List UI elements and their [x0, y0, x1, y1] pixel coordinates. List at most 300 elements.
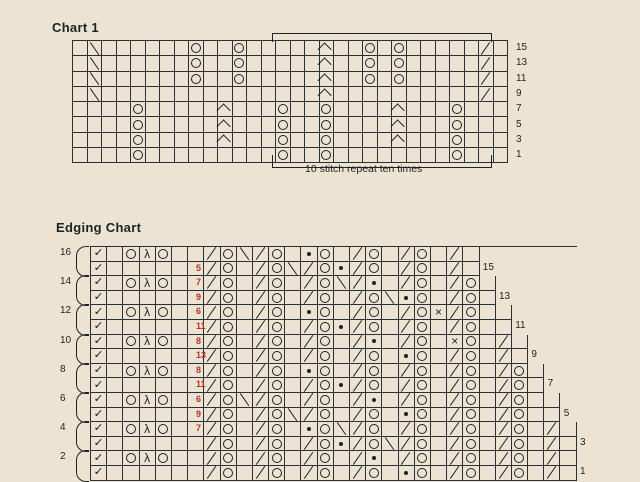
chart-cell-empty [276, 41, 291, 56]
chart-cell-slash [301, 408, 317, 423]
chart-cell-empty [88, 133, 103, 148]
chart-cell-slash [544, 422, 560, 437]
slash-icon [447, 437, 462, 451]
slash-icon [447, 364, 462, 378]
o-icon [366, 320, 381, 334]
slash-icon [479, 41, 493, 55]
chart-cell-o [463, 422, 479, 437]
chart-cell-slash [447, 378, 463, 393]
chart-cell-o [269, 451, 285, 466]
o-icon [463, 422, 478, 436]
o-icon [320, 102, 334, 116]
edging-chart-title: Edging Chart [56, 220, 142, 235]
slash-icon [204, 378, 219, 392]
o-icon [221, 247, 236, 261]
chart-cell-empty [431, 247, 447, 262]
chart-cell-slash [350, 291, 366, 306]
chart-cell-bslash [334, 422, 350, 437]
chart-cell-empty [285, 437, 301, 452]
chart-cell-slash [399, 320, 415, 335]
chart-cell-empty [480, 305, 496, 320]
chart-cell-v [91, 451, 107, 466]
chart-cell-o [221, 320, 237, 335]
chart-cell-lam [140, 451, 156, 466]
edging-red-number: 6 [196, 306, 202, 317]
chart-cell-empty [392, 87, 407, 102]
chart-cell-empty [528, 378, 544, 393]
o-icon [123, 247, 138, 261]
chart-cell-lam [140, 305, 156, 320]
o-icon [269, 262, 284, 276]
chart-cell-empty [247, 41, 262, 56]
chart-cell-dot [301, 305, 317, 320]
chart-cell-o [123, 393, 139, 408]
edging-red-number: 5 [196, 262, 202, 273]
chart-cell-bslash [88, 87, 103, 102]
chart-cell-empty [382, 276, 398, 291]
chart-cell-empty [436, 117, 451, 132]
chart-cell-empty [465, 117, 480, 132]
chart-cell-o [415, 349, 431, 364]
edging-left-row-number: 12 [60, 305, 72, 317]
chart-cell-empty [189, 102, 204, 117]
chart-cell-empty [189, 133, 204, 148]
chart-cell-slash [447, 466, 463, 481]
slash-icon [204, 451, 219, 465]
chart-cell-empty [334, 349, 350, 364]
o-icon [221, 335, 236, 349]
chart-cell-slash [301, 276, 317, 291]
chart-cell-o [269, 408, 285, 423]
chart-cell-up [320, 87, 335, 102]
chart-cell-empty [107, 291, 123, 306]
chart-cell-empty [102, 72, 117, 87]
chart-cell-empty [436, 72, 451, 87]
chart-cell-o [450, 133, 465, 148]
chart-cell-empty [285, 276, 301, 291]
slash-icon [204, 364, 219, 378]
chart-cell-empty [156, 408, 172, 423]
chart-cell-empty [276, 72, 291, 87]
chart-cell-lam [140, 276, 156, 291]
chart-cell-empty [107, 466, 123, 481]
chart-cell-slash [204, 422, 220, 437]
chart-cell-slash [496, 466, 512, 481]
chart-cell-empty [172, 422, 188, 437]
o-icon [269, 247, 284, 261]
chart-cell-empty [172, 378, 188, 393]
chart-cell-empty [349, 117, 364, 132]
chart-cell-empty [285, 305, 301, 320]
chart-cell-up [218, 133, 233, 148]
v-icon [91, 451, 106, 465]
chart-cell-empty [189, 117, 204, 132]
chart-cell-o [156, 393, 172, 408]
slash-icon [253, 291, 268, 305]
o-icon [463, 320, 478, 334]
chart-cell-o [221, 247, 237, 262]
slash-icon [204, 408, 219, 422]
chart-cell-slash [204, 393, 220, 408]
chart-cell-empty [480, 451, 496, 466]
chart-cell-empty [334, 364, 350, 379]
o-icon [221, 276, 236, 290]
chart-cell-o [463, 393, 479, 408]
edging-red-number: 9 [196, 408, 202, 419]
up-icon [392, 133, 406, 147]
dot-icon [334, 437, 349, 451]
chart-cell-o [221, 349, 237, 364]
chart-cell-empty [291, 102, 306, 117]
chart-cell-empty [334, 247, 350, 262]
chart-cell-o [318, 320, 334, 335]
o-icon [318, 247, 333, 261]
v-icon [91, 276, 106, 290]
slash-icon [479, 72, 493, 86]
o-icon [415, 247, 430, 261]
o-icon [512, 451, 527, 465]
chart-cell-empty [146, 87, 161, 102]
chart-cell-empty [431, 262, 447, 277]
o-icon [269, 305, 284, 319]
o-icon [221, 262, 236, 276]
slash-icon [253, 364, 268, 378]
bslash-icon [382, 291, 397, 305]
chart-cell-empty [494, 102, 509, 117]
chart-cell-empty [117, 72, 132, 87]
chart-cell-v [91, 349, 107, 364]
chart-cell-empty [204, 72, 219, 87]
chart-cell-empty [102, 41, 117, 56]
slash-icon [350, 291, 365, 305]
chart-cell-empty [156, 262, 172, 277]
edging-row-hook [76, 246, 89, 277]
chart-cell-empty [382, 247, 398, 262]
chart-cell-empty [172, 437, 188, 452]
chart-cell-empty [172, 349, 188, 364]
chart-cell-empty [237, 378, 253, 393]
chart-cell-slash [399, 305, 415, 320]
o-icon [318, 320, 333, 334]
chart-cell-empty [237, 349, 253, 364]
chart-cell-empty [305, 133, 320, 148]
slash-icon [447, 451, 462, 465]
slash-icon [496, 422, 511, 436]
chart1-row-number: 1 [516, 149, 522, 161]
chart-cell-empty [431, 276, 447, 291]
chart-cell-o [415, 393, 431, 408]
slash-icon [301, 408, 316, 422]
chart-cell-slash [479, 72, 494, 87]
chart-cell-slash [204, 378, 220, 393]
chart-cell-slash [350, 349, 366, 364]
o-icon [366, 262, 381, 276]
o-icon [450, 117, 464, 131]
slash-icon [253, 451, 268, 465]
chart-cell-o [463, 349, 479, 364]
o-icon [366, 408, 381, 422]
chart-cell-v [91, 291, 107, 306]
chart-cell-empty [156, 349, 172, 364]
chart-cell-o [276, 102, 291, 117]
o-icon [512, 422, 527, 436]
chart-cell-slash [301, 393, 317, 408]
chart-cell-slash [479, 87, 494, 102]
chart-cell-lam [140, 247, 156, 262]
edging-chart-grid[interactable] [90, 246, 577, 481]
chart-cell-up [218, 117, 233, 132]
chart-cell-o [156, 247, 172, 262]
chart-cell-empty [496, 305, 512, 320]
chart-cell-o [318, 378, 334, 393]
chart-cell-empty [140, 320, 156, 335]
chart-cell-empty [334, 102, 349, 117]
chart-cell-empty [237, 291, 253, 306]
o-icon [318, 262, 333, 276]
chart-cell-empty [140, 378, 156, 393]
slash-icon [544, 466, 559, 480]
chart-cell-empty [146, 133, 161, 148]
chart-cell-empty [436, 133, 451, 148]
o-icon [415, 305, 430, 319]
edging-row-hook [76, 275, 89, 306]
chart-cell-empty [349, 41, 364, 56]
bslash-icon [88, 87, 102, 101]
o-icon [463, 364, 478, 378]
chart-cell-empty [73, 87, 88, 102]
dot-icon [334, 378, 349, 392]
chart-cell-o [269, 364, 285, 379]
chart-cell-dot [334, 378, 350, 393]
edging-left-row-number: 10 [60, 334, 72, 346]
o-icon [318, 437, 333, 451]
dot-icon [301, 247, 316, 261]
v-icon [91, 291, 106, 305]
chart-cell-empty [480, 349, 496, 364]
slash-icon [447, 349, 462, 363]
chart-cell-empty [334, 305, 350, 320]
chart-cell-dot [334, 437, 350, 452]
chart-cell-o [463, 335, 479, 350]
bslash-icon [285, 262, 300, 276]
bslash-icon [334, 422, 349, 436]
slash-icon [253, 262, 268, 276]
chart-cell-slash [496, 393, 512, 408]
chart-cell-o [463, 451, 479, 466]
chart-cell-bslash [334, 276, 350, 291]
chart-cell-empty [146, 148, 161, 163]
chart-cell-o [221, 291, 237, 306]
dot-icon [366, 335, 381, 349]
chart-cell-slash [496, 408, 512, 423]
chart-cell-empty [494, 87, 509, 102]
slash-icon [399, 247, 414, 261]
chart-cell-empty [431, 335, 447, 350]
o-icon [318, 378, 333, 392]
slash-icon [479, 87, 493, 101]
chart-cell-slash [301, 320, 317, 335]
chart-cell-empty [160, 102, 175, 117]
chart-cell-empty [480, 422, 496, 437]
chart-cell-slash [399, 262, 415, 277]
chart-cell-empty [107, 393, 123, 408]
slash-icon [301, 466, 316, 480]
chart-cell-empty [421, 41, 436, 56]
chart-cell-o [512, 422, 528, 437]
chart-cell-o [366, 305, 382, 320]
chart-cell-o [276, 117, 291, 132]
chart-cell-empty [188, 247, 204, 262]
chart-cell-empty [334, 133, 349, 148]
chart-cell-empty [285, 291, 301, 306]
chart-cell-o [123, 364, 139, 379]
chart-cell-v [91, 247, 107, 262]
o-icon [123, 364, 138, 378]
chart-cell-o [512, 437, 528, 452]
chart-cell-empty [262, 87, 277, 102]
edging-red-number: 13 [196, 350, 207, 361]
chart-cell-o [269, 466, 285, 481]
chart-cell-o [318, 247, 334, 262]
chart-cell-o [221, 422, 237, 437]
chart-cell-o [233, 72, 248, 87]
dot-icon [366, 393, 381, 407]
chart-cell-empty [465, 56, 480, 71]
chart-cell-empty [334, 291, 350, 306]
slash-icon [447, 291, 462, 305]
chart-cell-empty [382, 335, 398, 350]
chart-cell-slash [253, 378, 269, 393]
slash-icon [399, 393, 414, 407]
o-icon [363, 56, 377, 70]
chart-cell-empty [276, 56, 291, 71]
o-icon [156, 276, 171, 290]
chart-cell-o [156, 422, 172, 437]
chart-cell-empty [262, 133, 277, 148]
chart-cell-slash [350, 276, 366, 291]
chart-cell-empty [407, 56, 422, 71]
x-icon [447, 335, 462, 349]
slash-icon [350, 335, 365, 349]
o-icon [363, 41, 377, 55]
slash-icon [496, 349, 511, 363]
chart-cell-dot [366, 393, 382, 408]
chart1-grid[interactable] [72, 40, 508, 163]
chart-cell-empty [431, 320, 447, 335]
chart-cell-slash [447, 247, 463, 262]
chart-cell-empty [494, 117, 509, 132]
chart1-row-number: 15 [516, 42, 528, 53]
chart-cell-o [463, 466, 479, 481]
chart-cell-empty [107, 437, 123, 452]
chart-cell-empty [189, 87, 204, 102]
o-icon [131, 133, 145, 147]
slash-icon [301, 393, 316, 407]
chart1-repeat-bracket [272, 33, 492, 42]
slash-icon [399, 262, 414, 276]
chart-cell-empty [156, 320, 172, 335]
chart-cell-o [363, 72, 378, 87]
chart-cell-empty [262, 41, 277, 56]
chart-cell-empty [175, 133, 190, 148]
bslash-icon [88, 72, 102, 86]
slash-icon [496, 393, 511, 407]
chart-cell-empty [494, 56, 509, 71]
chart-cell-empty [560, 451, 576, 466]
chart-cell-o [156, 451, 172, 466]
o-icon [221, 320, 236, 334]
chart-cell-empty [131, 56, 146, 71]
chart-cell-o [463, 305, 479, 320]
chart-cell-slash [350, 364, 366, 379]
chart-cell-o [269, 305, 285, 320]
chart-cell-empty [262, 117, 277, 132]
chart-cell-empty [334, 393, 350, 408]
bslash-icon [334, 276, 349, 290]
chart-cell-empty [382, 466, 398, 481]
chart-cell-slash [253, 276, 269, 291]
slash-icon [253, 320, 268, 334]
slash-icon [204, 291, 219, 305]
dot-icon [399, 408, 414, 422]
dot-icon [366, 451, 381, 465]
chart-cell-o [269, 320, 285, 335]
o-icon [463, 466, 478, 480]
chart-cell-slash [399, 378, 415, 393]
slash-icon [301, 262, 316, 276]
chart-cell-empty [204, 148, 219, 163]
chart-cell-slash [253, 393, 269, 408]
chart-cell-slash [350, 422, 366, 437]
chart-cell-slash [447, 393, 463, 408]
chart-cell-empty [172, 276, 188, 291]
chart-cell-o [366, 408, 382, 423]
slash-icon [204, 276, 219, 290]
chart-cell-empty [285, 378, 301, 393]
chart-cell-o [512, 408, 528, 423]
chart-cell-up [320, 56, 335, 71]
o-icon [318, 276, 333, 290]
chart-cell-o [318, 262, 334, 277]
chart-cell-empty [378, 72, 393, 87]
chart-cell-empty [544, 393, 560, 408]
up-icon [392, 102, 406, 116]
chart-cell-o [233, 41, 248, 56]
chart-cell-slash [350, 393, 366, 408]
chart-cell-o [318, 408, 334, 423]
o-icon [269, 276, 284, 290]
o-icon [318, 466, 333, 480]
chart-cell-lam [140, 393, 156, 408]
dot-icon [334, 262, 349, 276]
chart-cell-empty [285, 466, 301, 481]
edging-right-row-number: 13 [499, 290, 511, 302]
o-icon [318, 422, 333, 436]
slash-icon [301, 291, 316, 305]
chart-cell-o [366, 466, 382, 481]
v-icon [91, 408, 106, 422]
o-icon [318, 305, 333, 319]
chart-cell-empty [431, 422, 447, 437]
chart-cell-bslash [382, 291, 398, 306]
o-icon [269, 364, 284, 378]
chart-cell-o [320, 102, 335, 117]
slash-icon [301, 320, 316, 334]
o-icon [131, 117, 145, 131]
chart-cell-empty [349, 56, 364, 71]
chart-cell-empty [175, 72, 190, 87]
chart-cell-dot [366, 335, 382, 350]
